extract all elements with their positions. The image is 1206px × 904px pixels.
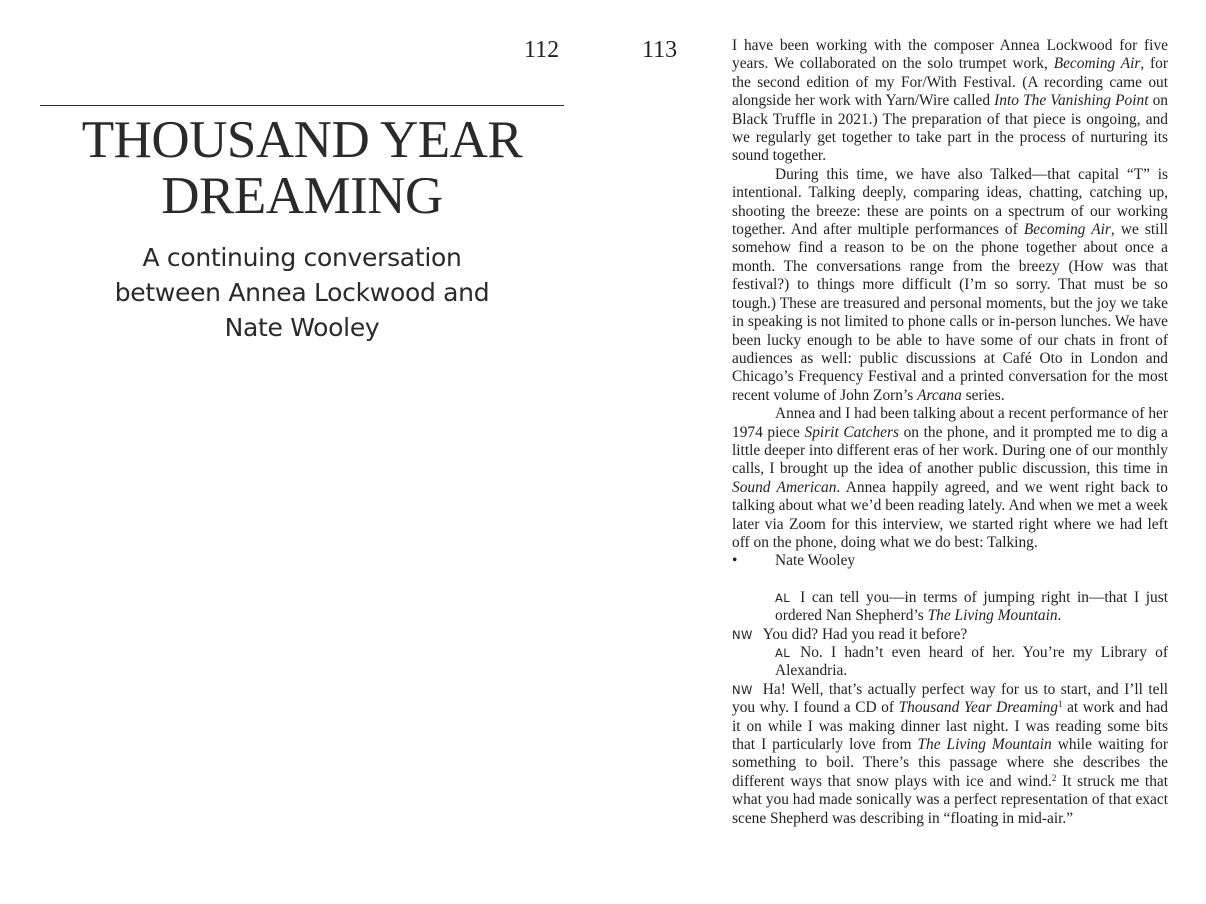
text-run: on Black Truffle in 2021.) The preparation of that piece is ongoing, and we regularly get together to take part in the process of nurturing its sound together. bbox=[732, 92, 1168, 165]
text-run: , for the second edition of my For/With Festival. (A recording came out alongside her work with Yarn/Wire called bbox=[732, 55, 1168, 110]
publication-title: Sound American bbox=[732, 478, 837, 496]
text-run: No. I hadn’t even heard of her. You’re my Library of Alexandria. bbox=[775, 644, 1168, 680]
spacer bbox=[732, 571, 1168, 589]
dialogue-al-2 bbox=[732, 644, 1168, 681]
work-title: Arcana bbox=[917, 386, 962, 404]
speaker-label-nw: NW bbox=[732, 627, 753, 642]
work-title: Becoming Air bbox=[1053, 55, 1141, 73]
work-title: Becoming Air bbox=[1023, 221, 1111, 239]
article-title bbox=[40, 112, 564, 224]
text-run: on the phone, and it prompted me to dig a little deeper into different eras of her work. During one of our monthly calls, I brought up the idea of another public discussion, this time in bbox=[732, 423, 1168, 478]
book-title: The Living Mountain bbox=[927, 607, 1058, 625]
title-line-2: DREAMING bbox=[161, 167, 443, 225]
signature-line bbox=[732, 552, 1168, 570]
article-subtitle bbox=[80, 240, 524, 345]
signature-name: Nate Wooley bbox=[775, 552, 856, 570]
title-line-1: THOUSAND YEAR bbox=[81, 111, 523, 169]
text-run: at work and had it on while I was making dinner last night. I was reading some bits that I particularly love from bbox=[732, 699, 1168, 754]
text-run: You did? Had you read it before? bbox=[762, 625, 968, 643]
book-title: The Living Mountain bbox=[917, 736, 1052, 754]
dialogue-nw-2 bbox=[732, 681, 1168, 828]
dialogue-al-1 bbox=[732, 589, 1168, 626]
text-run: I can tell you—in terms of jumping right in—that I just ordered Nan Shepherd’s bbox=[775, 588, 1168, 625]
intro-paragraph-1 bbox=[732, 37, 1168, 166]
text-run: During this time, we have also Talked—that capital “T” is intentional. Talking deeply, comparing ideas, chatting, catching up, shooting the breeze: these are points on a spectrum of our working together. And after multiple performances of bbox=[732, 165, 1168, 239]
text-run: series. bbox=[961, 386, 1005, 404]
text-run: , we still somehow find a reason to be on the phone together about once a month. The conversations range from the breezy (How was that festival?) to things more difficult (I’m so sorry. That must be so tough.) These are treasured and personal moments, but the joy we take in speaking is not limited to phone calls or in-person lunches. We have been lucky enough to be able to have some of our chats in front of audiences as well: public discussions at Café Oto in London and Chicago’s Frequency Festival and a printed conversation for the most recent volume of John Zorn’s bbox=[732, 221, 1168, 404]
footnote-ref: 2 bbox=[1051, 772, 1057, 783]
text-run: I have been working with the composer Annea Lockwood for five years. We collaborated on the solo trumpet work, bbox=[732, 37, 1168, 73]
work-title: Into The Vanishing Point bbox=[994, 92, 1149, 110]
dialogue-nw-1 bbox=[732, 626, 1168, 644]
page-number-right: 113 bbox=[642, 37, 678, 63]
intro-paragraph-3 bbox=[732, 405, 1168, 552]
speaker-label-nw: NW bbox=[732, 682, 753, 697]
text-run: It struck me that what you had made sonically was a perfect representation of that exact scene Shepherd was describing in “floating in mid-air.” bbox=[732, 772, 1168, 827]
text-run: while waiting for something to boil. There’s this passage where she describes the different ways that snow plays with ice and wind. bbox=[732, 736, 1168, 790]
text-run: Annea and I had been talking about a recent performance of her 1974 piece bbox=[732, 405, 1168, 441]
title-rule bbox=[40, 105, 564, 106]
text-run: . bbox=[1057, 607, 1062, 625]
article-body bbox=[732, 37, 1168, 828]
intro-paragraph-2 bbox=[732, 166, 1168, 405]
subtitle-line-3: Nate Wooley bbox=[224, 313, 380, 342]
work-title: Spirit Catchers bbox=[804, 423, 899, 441]
subtitle-line-2: between Annea Lockwood and bbox=[114, 278, 490, 307]
text-run: . Annea happily agreed, and we went right back to talking about what we’d been reading lately. And when we met a week later via Zoom for this interview, we started right where we had left off on the phone, doing what we do best: Talking. bbox=[732, 478, 1168, 551]
footnote-ref: 1 bbox=[1057, 699, 1063, 710]
speaker-label-al: AL bbox=[775, 590, 791, 605]
bullet-icon: • bbox=[732, 552, 738, 570]
speaker-label-al: AL bbox=[775, 646, 791, 660]
album-title: Thousand Year Dreaming bbox=[898, 699, 1058, 717]
subtitle-line-1: A continuing conversation bbox=[142, 243, 462, 272]
text-run: Ha! Well, that’s actually perfect way for us to start, and I’ll tell you why. I found a CD of bbox=[732, 680, 1168, 717]
page-number-left: 112 bbox=[524, 37, 560, 63]
